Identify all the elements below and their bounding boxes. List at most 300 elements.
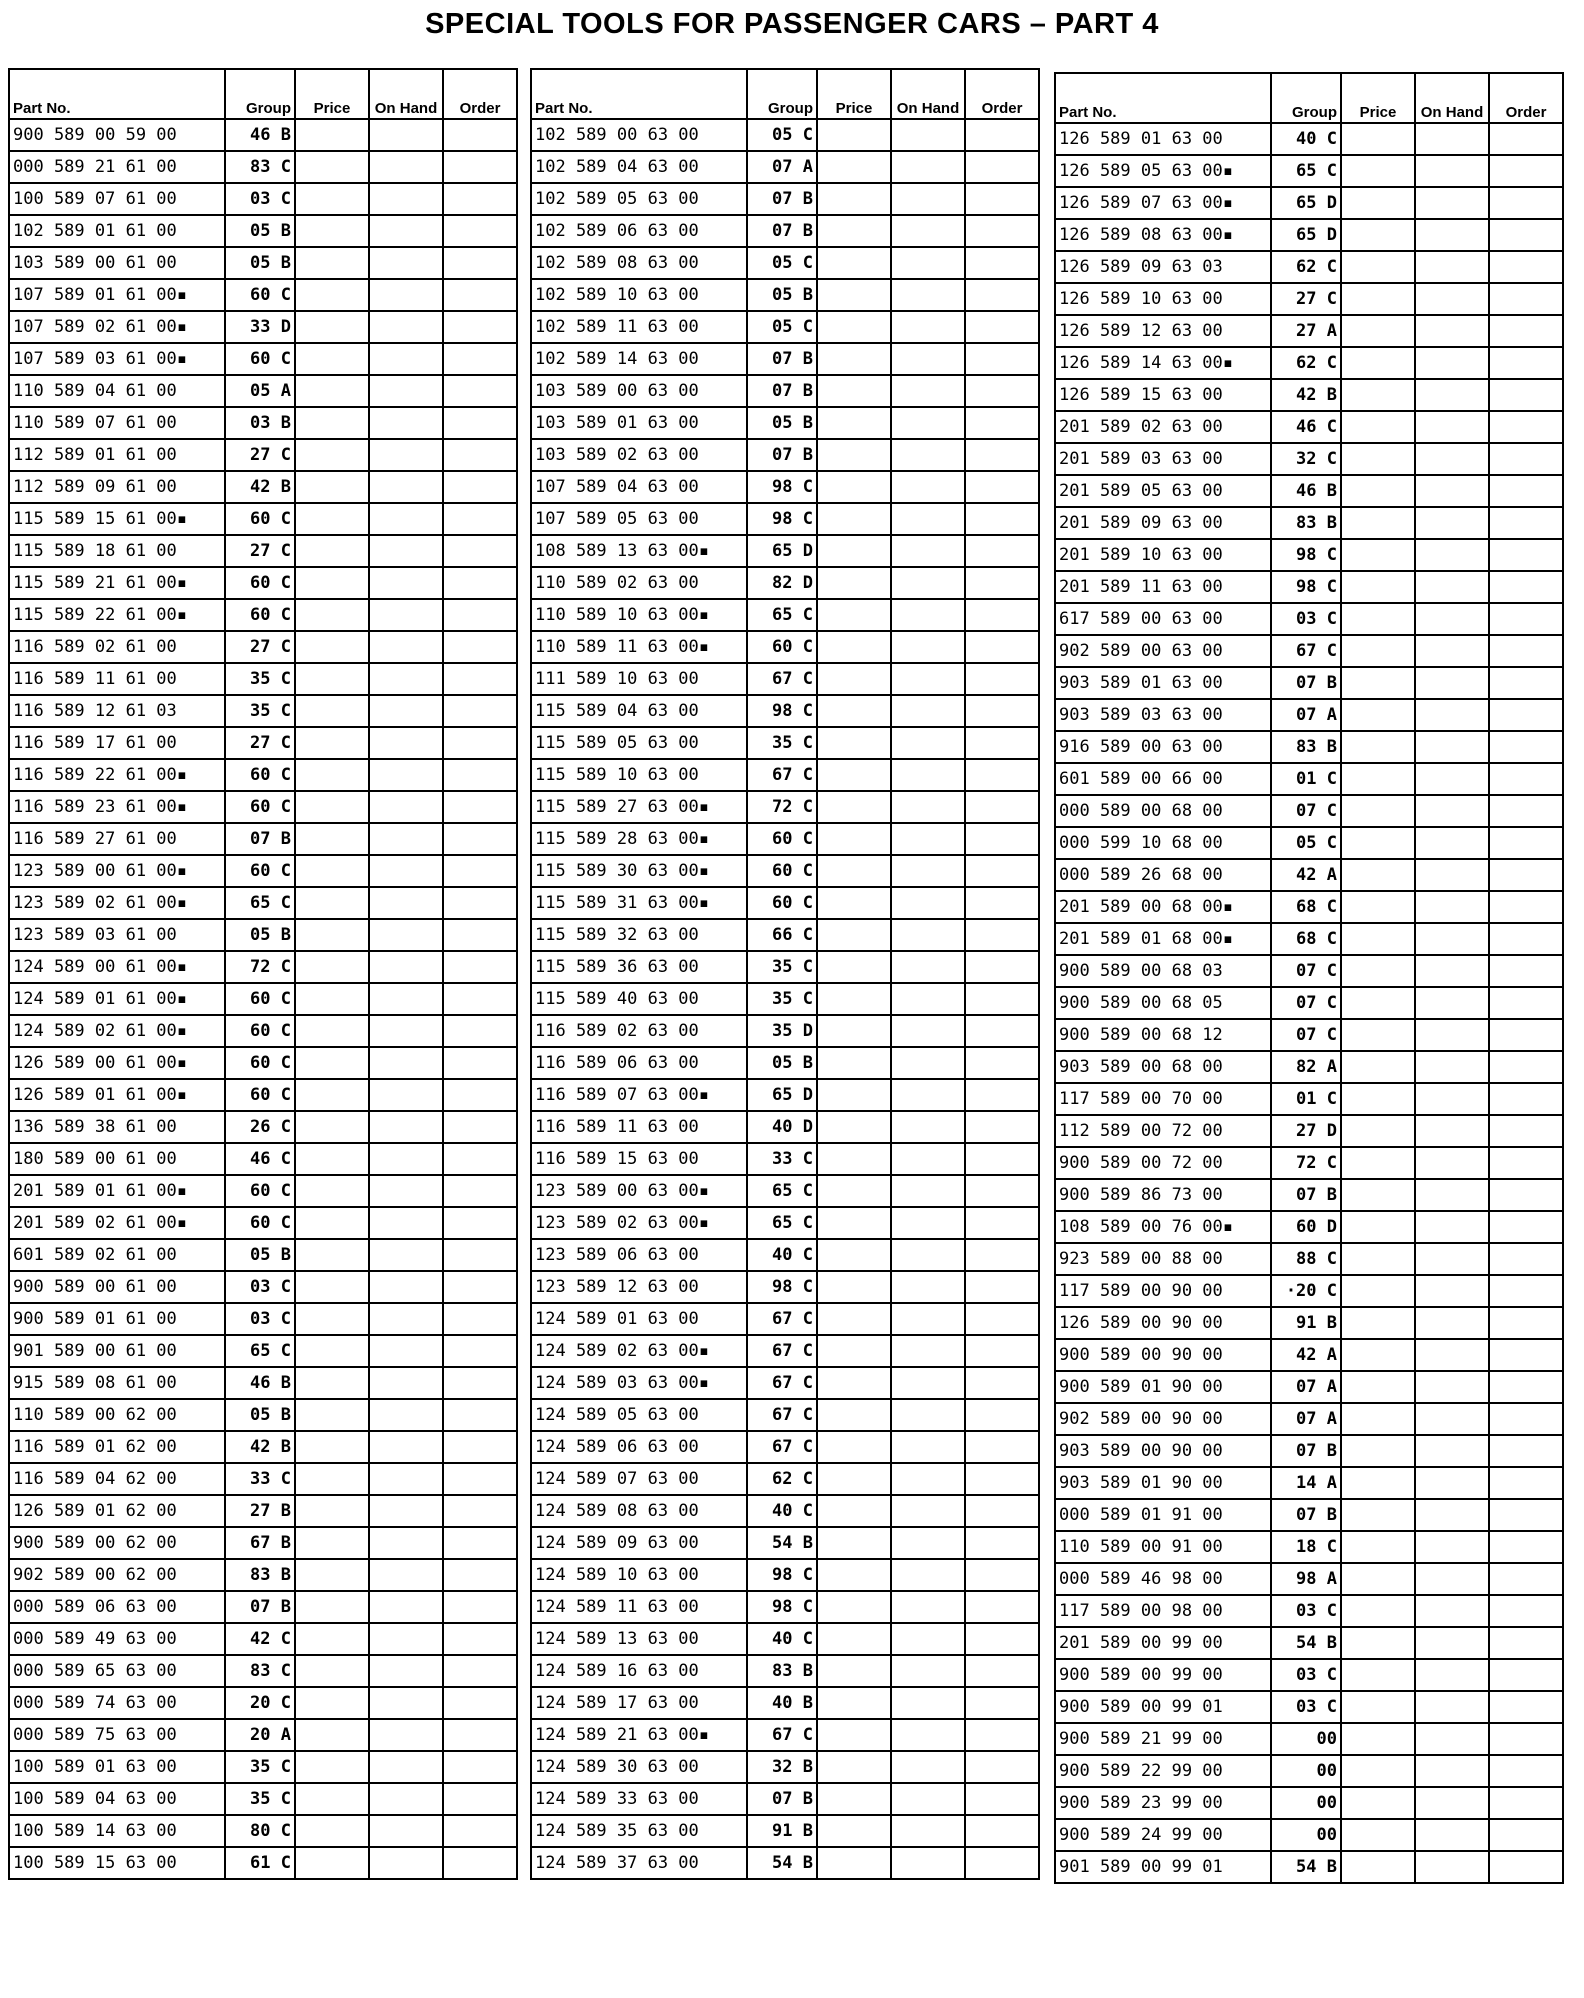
order-cell[interactable] bbox=[443, 1591, 517, 1623]
order-cell[interactable] bbox=[1489, 699, 1563, 731]
order-cell[interactable] bbox=[1489, 603, 1563, 635]
order-cell[interactable] bbox=[1489, 827, 1563, 859]
order-cell[interactable] bbox=[1489, 1339, 1563, 1371]
order-cell[interactable] bbox=[965, 1815, 1039, 1847]
order-cell[interactable] bbox=[965, 1463, 1039, 1495]
on-hand-cell[interactable] bbox=[1415, 1595, 1489, 1627]
on-hand-cell[interactable] bbox=[1415, 539, 1489, 571]
price-cell[interactable] bbox=[1341, 1851, 1415, 1883]
order-cell[interactable] bbox=[443, 1047, 517, 1079]
order-cell[interactable] bbox=[965, 343, 1039, 375]
on-hand-cell[interactable] bbox=[1415, 507, 1489, 539]
order-cell[interactable] bbox=[443, 695, 517, 727]
on-hand-cell[interactable] bbox=[369, 1815, 443, 1847]
on-hand-cell[interactable] bbox=[369, 1783, 443, 1815]
order-cell[interactable] bbox=[1489, 1819, 1563, 1851]
order-cell[interactable] bbox=[1489, 571, 1563, 603]
price-cell[interactable] bbox=[295, 1239, 369, 1271]
on-hand-cell[interactable] bbox=[369, 887, 443, 919]
order-cell[interactable] bbox=[443, 1527, 517, 1559]
order-cell[interactable] bbox=[965, 759, 1039, 791]
order-cell[interactable] bbox=[965, 407, 1039, 439]
on-hand-cell[interactable] bbox=[369, 1687, 443, 1719]
price-cell[interactable] bbox=[817, 1623, 891, 1655]
price-cell[interactable] bbox=[295, 1431, 369, 1463]
on-hand-cell[interactable] bbox=[369, 1655, 443, 1687]
order-cell[interactable] bbox=[443, 343, 517, 375]
order-cell[interactable] bbox=[443, 759, 517, 791]
order-cell[interactable] bbox=[1489, 1723, 1563, 1755]
order-cell[interactable] bbox=[1489, 507, 1563, 539]
on-hand-cell[interactable] bbox=[1415, 1435, 1489, 1467]
order-cell[interactable] bbox=[1489, 347, 1563, 379]
on-hand-cell[interactable] bbox=[891, 1463, 965, 1495]
price-cell[interactable] bbox=[1341, 1531, 1415, 1563]
order-cell[interactable] bbox=[1489, 1627, 1563, 1659]
price-cell[interactable] bbox=[817, 119, 891, 151]
price-cell[interactable] bbox=[295, 1591, 369, 1623]
price-cell[interactable] bbox=[817, 1079, 891, 1111]
order-cell[interactable] bbox=[443, 663, 517, 695]
on-hand-cell[interactable] bbox=[369, 1719, 443, 1751]
on-hand-cell[interactable] bbox=[1415, 1787, 1489, 1819]
on-hand-cell[interactable] bbox=[891, 791, 965, 823]
price-cell[interactable] bbox=[295, 407, 369, 439]
order-cell[interactable] bbox=[443, 1559, 517, 1591]
order-cell[interactable] bbox=[1489, 1499, 1563, 1531]
on-hand-cell[interactable] bbox=[369, 1239, 443, 1271]
order-cell[interactable] bbox=[965, 1399, 1039, 1431]
price-cell[interactable] bbox=[295, 1847, 369, 1879]
order-cell[interactable] bbox=[443, 1399, 517, 1431]
on-hand-cell[interactable] bbox=[1415, 987, 1489, 1019]
order-cell[interactable] bbox=[1489, 1019, 1563, 1051]
on-hand-cell[interactable] bbox=[1415, 635, 1489, 667]
on-hand-cell[interactable] bbox=[1415, 1179, 1489, 1211]
on-hand-cell[interactable] bbox=[891, 1591, 965, 1623]
price-cell[interactable] bbox=[817, 823, 891, 855]
price-cell[interactable] bbox=[817, 1335, 891, 1367]
order-cell[interactable] bbox=[443, 1687, 517, 1719]
price-cell[interactable] bbox=[1341, 315, 1415, 347]
price-cell[interactable] bbox=[295, 1783, 369, 1815]
price-cell[interactable] bbox=[1341, 507, 1415, 539]
order-cell[interactable] bbox=[1489, 987, 1563, 1019]
price-cell[interactable] bbox=[295, 471, 369, 503]
on-hand-cell[interactable] bbox=[1415, 731, 1489, 763]
on-hand-cell[interactable] bbox=[369, 343, 443, 375]
price-cell[interactable] bbox=[817, 695, 891, 727]
price-cell[interactable] bbox=[295, 151, 369, 183]
on-hand-cell[interactable] bbox=[891, 983, 965, 1015]
order-cell[interactable] bbox=[443, 151, 517, 183]
on-hand-cell[interactable] bbox=[1415, 1659, 1489, 1691]
on-hand-cell[interactable] bbox=[891, 375, 965, 407]
order-cell[interactable] bbox=[443, 471, 517, 503]
price-cell[interactable] bbox=[817, 183, 891, 215]
on-hand-cell[interactable] bbox=[891, 631, 965, 663]
on-hand-cell[interactable] bbox=[369, 1431, 443, 1463]
on-hand-cell[interactable] bbox=[891, 727, 965, 759]
price-cell[interactable] bbox=[817, 1815, 891, 1847]
price-cell[interactable] bbox=[817, 663, 891, 695]
price-cell[interactable] bbox=[1341, 1275, 1415, 1307]
price-cell[interactable] bbox=[1341, 1787, 1415, 1819]
price-cell[interactable] bbox=[1341, 731, 1415, 763]
price-cell[interactable] bbox=[817, 535, 891, 567]
order-cell[interactable] bbox=[1489, 443, 1563, 475]
order-cell[interactable] bbox=[443, 247, 517, 279]
order-cell[interactable] bbox=[443, 887, 517, 919]
price-cell[interactable] bbox=[295, 1335, 369, 1367]
price-cell[interactable] bbox=[1341, 1595, 1415, 1627]
order-cell[interactable] bbox=[443, 375, 517, 407]
on-hand-cell[interactable] bbox=[369, 1527, 443, 1559]
price-cell[interactable] bbox=[817, 1655, 891, 1687]
price-cell[interactable] bbox=[295, 1559, 369, 1591]
order-cell[interactable] bbox=[965, 1015, 1039, 1047]
order-cell[interactable] bbox=[965, 1239, 1039, 1271]
on-hand-cell[interactable] bbox=[369, 1463, 443, 1495]
on-hand-cell[interactable] bbox=[1415, 475, 1489, 507]
price-cell[interactable] bbox=[1341, 1211, 1415, 1243]
order-cell[interactable] bbox=[965, 279, 1039, 311]
price-cell[interactable] bbox=[817, 1495, 891, 1527]
order-cell[interactable] bbox=[1489, 763, 1563, 795]
on-hand-cell[interactable] bbox=[369, 791, 443, 823]
order-cell[interactable] bbox=[443, 535, 517, 567]
price-cell[interactable] bbox=[817, 503, 891, 535]
on-hand-cell[interactable] bbox=[891, 567, 965, 599]
order-cell[interactable] bbox=[1489, 1467, 1563, 1499]
order-cell[interactable] bbox=[965, 887, 1039, 919]
price-cell[interactable] bbox=[817, 1431, 891, 1463]
price-cell[interactable] bbox=[817, 1399, 891, 1431]
on-hand-cell[interactable] bbox=[891, 1335, 965, 1367]
on-hand-cell[interactable] bbox=[1415, 1723, 1489, 1755]
price-cell[interactable] bbox=[295, 1175, 369, 1207]
on-hand-cell[interactable] bbox=[891, 1847, 965, 1879]
price-cell[interactable] bbox=[295, 1111, 369, 1143]
order-cell[interactable] bbox=[443, 1303, 517, 1335]
order-cell[interactable] bbox=[965, 855, 1039, 887]
order-cell[interactable] bbox=[1489, 667, 1563, 699]
order-cell[interactable] bbox=[965, 599, 1039, 631]
order-cell[interactable] bbox=[443, 407, 517, 439]
on-hand-cell[interactable] bbox=[1415, 1531, 1489, 1563]
price-cell[interactable] bbox=[817, 1463, 891, 1495]
on-hand-cell[interactable] bbox=[369, 471, 443, 503]
on-hand-cell[interactable] bbox=[1415, 219, 1489, 251]
order-cell[interactable] bbox=[1489, 1307, 1563, 1339]
order-cell[interactable] bbox=[443, 1271, 517, 1303]
order-cell[interactable] bbox=[965, 183, 1039, 215]
price-cell[interactable] bbox=[295, 983, 369, 1015]
order-cell[interactable] bbox=[443, 1111, 517, 1143]
on-hand-cell[interactable] bbox=[369, 503, 443, 535]
on-hand-cell[interactable] bbox=[891, 855, 965, 887]
on-hand-cell[interactable] bbox=[891, 1527, 965, 1559]
on-hand-cell[interactable] bbox=[891, 439, 965, 471]
order-cell[interactable] bbox=[965, 631, 1039, 663]
on-hand-cell[interactable] bbox=[369, 311, 443, 343]
price-cell[interactable] bbox=[295, 887, 369, 919]
order-cell[interactable] bbox=[965, 663, 1039, 695]
price-cell[interactable] bbox=[1341, 987, 1415, 1019]
on-hand-cell[interactable] bbox=[1415, 1019, 1489, 1051]
order-cell[interactable] bbox=[1489, 283, 1563, 315]
order-cell[interactable] bbox=[443, 311, 517, 343]
order-cell[interactable] bbox=[965, 1751, 1039, 1783]
order-cell[interactable] bbox=[965, 791, 1039, 823]
price-cell[interactable] bbox=[1341, 379, 1415, 411]
order-cell[interactable] bbox=[1489, 1851, 1563, 1883]
order-cell[interactable] bbox=[443, 1719, 517, 1751]
order-cell[interactable] bbox=[443, 1847, 517, 1879]
on-hand-cell[interactable] bbox=[369, 1335, 443, 1367]
price-cell[interactable] bbox=[1341, 1371, 1415, 1403]
price-cell[interactable] bbox=[817, 1111, 891, 1143]
order-cell[interactable] bbox=[1489, 1051, 1563, 1083]
on-hand-cell[interactable] bbox=[891, 535, 965, 567]
order-cell[interactable] bbox=[1489, 219, 1563, 251]
order-cell[interactable] bbox=[965, 1175, 1039, 1207]
price-cell[interactable] bbox=[817, 919, 891, 951]
price-cell[interactable] bbox=[817, 247, 891, 279]
order-cell[interactable] bbox=[1489, 1243, 1563, 1275]
price-cell[interactable] bbox=[295, 1367, 369, 1399]
order-cell[interactable] bbox=[443, 1143, 517, 1175]
price-cell[interactable] bbox=[1341, 251, 1415, 283]
price-cell[interactable] bbox=[817, 343, 891, 375]
on-hand-cell[interactable] bbox=[891, 1111, 965, 1143]
on-hand-cell[interactable] bbox=[891, 1239, 965, 1271]
price-cell[interactable] bbox=[1341, 155, 1415, 187]
price-cell[interactable] bbox=[817, 471, 891, 503]
order-cell[interactable] bbox=[1489, 859, 1563, 891]
price-cell[interactable] bbox=[295, 1143, 369, 1175]
price-cell[interactable] bbox=[817, 1175, 891, 1207]
price-cell[interactable] bbox=[1341, 859, 1415, 891]
on-hand-cell[interactable] bbox=[369, 1207, 443, 1239]
on-hand-cell[interactable] bbox=[369, 439, 443, 471]
price-cell[interactable] bbox=[1341, 1115, 1415, 1147]
price-cell[interactable] bbox=[1341, 571, 1415, 603]
on-hand-cell[interactable] bbox=[891, 1143, 965, 1175]
price-cell[interactable] bbox=[817, 887, 891, 919]
on-hand-cell[interactable] bbox=[891, 119, 965, 151]
price-cell[interactable] bbox=[1341, 667, 1415, 699]
on-hand-cell[interactable] bbox=[369, 1175, 443, 1207]
on-hand-cell[interactable] bbox=[369, 1399, 443, 1431]
on-hand-cell[interactable] bbox=[891, 343, 965, 375]
price-cell[interactable] bbox=[817, 151, 891, 183]
order-cell[interactable] bbox=[443, 599, 517, 631]
order-cell[interactable] bbox=[443, 215, 517, 247]
price-cell[interactable] bbox=[1341, 1019, 1415, 1051]
price-cell[interactable] bbox=[295, 1015, 369, 1047]
order-cell[interactable] bbox=[443, 823, 517, 855]
price-cell[interactable] bbox=[817, 1687, 891, 1719]
on-hand-cell[interactable] bbox=[369, 727, 443, 759]
on-hand-cell[interactable] bbox=[1415, 923, 1489, 955]
order-cell[interactable] bbox=[443, 1207, 517, 1239]
on-hand-cell[interactable] bbox=[1415, 955, 1489, 987]
on-hand-cell[interactable] bbox=[891, 1815, 965, 1847]
on-hand-cell[interactable] bbox=[369, 599, 443, 631]
on-hand-cell[interactable] bbox=[891, 151, 965, 183]
order-cell[interactable] bbox=[443, 1015, 517, 1047]
order-cell[interactable] bbox=[1489, 955, 1563, 987]
on-hand-cell[interactable] bbox=[369, 407, 443, 439]
price-cell[interactable] bbox=[1341, 187, 1415, 219]
order-cell[interactable] bbox=[1489, 923, 1563, 955]
price-cell[interactable] bbox=[295, 1623, 369, 1655]
price-cell[interactable] bbox=[1341, 1147, 1415, 1179]
on-hand-cell[interactable] bbox=[369, 1367, 443, 1399]
on-hand-cell[interactable] bbox=[1415, 1275, 1489, 1307]
on-hand-cell[interactable] bbox=[1415, 1083, 1489, 1115]
order-cell[interactable] bbox=[965, 119, 1039, 151]
order-cell[interactable] bbox=[965, 1431, 1039, 1463]
order-cell[interactable] bbox=[443, 1751, 517, 1783]
order-cell[interactable] bbox=[1489, 1211, 1563, 1243]
order-cell[interactable] bbox=[1489, 1371, 1563, 1403]
price-cell[interactable] bbox=[1341, 1819, 1415, 1851]
order-cell[interactable] bbox=[1489, 1659, 1563, 1691]
price-cell[interactable] bbox=[1341, 443, 1415, 475]
order-cell[interactable] bbox=[965, 439, 1039, 471]
on-hand-cell[interactable] bbox=[1415, 1755, 1489, 1787]
order-cell[interactable] bbox=[965, 823, 1039, 855]
price-cell[interactable] bbox=[1341, 635, 1415, 667]
price-cell[interactable] bbox=[817, 631, 891, 663]
order-cell[interactable] bbox=[1489, 123, 1563, 155]
order-cell[interactable] bbox=[443, 919, 517, 951]
order-cell[interactable] bbox=[443, 1815, 517, 1847]
order-cell[interactable] bbox=[1489, 1083, 1563, 1115]
price-cell[interactable] bbox=[1341, 827, 1415, 859]
on-hand-cell[interactable] bbox=[891, 1783, 965, 1815]
price-cell[interactable] bbox=[1341, 1179, 1415, 1211]
order-cell[interactable] bbox=[1489, 635, 1563, 667]
price-cell[interactable] bbox=[1341, 1467, 1415, 1499]
price-cell[interactable] bbox=[1341, 347, 1415, 379]
on-hand-cell[interactable] bbox=[891, 951, 965, 983]
order-cell[interactable] bbox=[965, 567, 1039, 599]
on-hand-cell[interactable] bbox=[1415, 1563, 1489, 1595]
price-cell[interactable] bbox=[295, 439, 369, 471]
price-cell[interactable] bbox=[817, 1015, 891, 1047]
order-cell[interactable] bbox=[443, 1463, 517, 1495]
price-cell[interactable] bbox=[817, 855, 891, 887]
on-hand-cell[interactable] bbox=[1415, 379, 1489, 411]
on-hand-cell[interactable] bbox=[369, 535, 443, 567]
price-cell[interactable] bbox=[817, 1143, 891, 1175]
price-cell[interactable] bbox=[817, 983, 891, 1015]
on-hand-cell[interactable] bbox=[1415, 1819, 1489, 1851]
price-cell[interactable] bbox=[295, 343, 369, 375]
on-hand-cell[interactable] bbox=[1415, 763, 1489, 795]
on-hand-cell[interactable] bbox=[891, 1751, 965, 1783]
order-cell[interactable] bbox=[965, 1655, 1039, 1687]
order-cell[interactable] bbox=[443, 1495, 517, 1527]
on-hand-cell[interactable] bbox=[1415, 699, 1489, 731]
price-cell[interactable] bbox=[295, 1303, 369, 1335]
on-hand-cell[interactable] bbox=[369, 1623, 443, 1655]
price-cell[interactable] bbox=[295, 695, 369, 727]
order-cell[interactable] bbox=[1489, 1691, 1563, 1723]
on-hand-cell[interactable] bbox=[891, 1015, 965, 1047]
on-hand-cell[interactable] bbox=[891, 215, 965, 247]
on-hand-cell[interactable] bbox=[1415, 1851, 1489, 1883]
order-cell[interactable] bbox=[1489, 731, 1563, 763]
price-cell[interactable] bbox=[295, 791, 369, 823]
price-cell[interactable] bbox=[1341, 1563, 1415, 1595]
on-hand-cell[interactable] bbox=[1415, 1691, 1489, 1723]
order-cell[interactable] bbox=[443, 1623, 517, 1655]
price-cell[interactable] bbox=[1341, 699, 1415, 731]
on-hand-cell[interactable] bbox=[1415, 1115, 1489, 1147]
order-cell[interactable] bbox=[965, 919, 1039, 951]
order-cell[interactable] bbox=[1489, 891, 1563, 923]
on-hand-cell[interactable] bbox=[1415, 1147, 1489, 1179]
on-hand-cell[interactable] bbox=[369, 1751, 443, 1783]
order-cell[interactable] bbox=[965, 695, 1039, 727]
on-hand-cell[interactable] bbox=[1415, 411, 1489, 443]
price-cell[interactable] bbox=[817, 1559, 891, 1591]
order-cell[interactable] bbox=[1489, 1147, 1563, 1179]
on-hand-cell[interactable] bbox=[1415, 1627, 1489, 1659]
on-hand-cell[interactable] bbox=[1415, 1339, 1489, 1371]
price-cell[interactable] bbox=[295, 727, 369, 759]
order-cell[interactable] bbox=[443, 951, 517, 983]
on-hand-cell[interactable] bbox=[1415, 667, 1489, 699]
order-cell[interactable] bbox=[965, 1111, 1039, 1143]
order-cell[interactable] bbox=[965, 1847, 1039, 1879]
price-cell[interactable] bbox=[817, 1367, 891, 1399]
order-cell[interactable] bbox=[443, 1367, 517, 1399]
order-cell[interactable] bbox=[965, 247, 1039, 279]
price-cell[interactable] bbox=[295, 375, 369, 407]
price-cell[interactable] bbox=[817, 311, 891, 343]
price-cell[interactable] bbox=[817, 215, 891, 247]
on-hand-cell[interactable] bbox=[891, 1399, 965, 1431]
on-hand-cell[interactable] bbox=[369, 983, 443, 1015]
price-cell[interactable] bbox=[295, 119, 369, 151]
order-cell[interactable] bbox=[965, 1271, 1039, 1303]
order-cell[interactable] bbox=[1489, 539, 1563, 571]
order-cell[interactable] bbox=[443, 631, 517, 663]
price-cell[interactable] bbox=[1341, 219, 1415, 251]
order-cell[interactable] bbox=[965, 1367, 1039, 1399]
order-cell[interactable] bbox=[965, 215, 1039, 247]
price-cell[interactable] bbox=[817, 1591, 891, 1623]
price-cell[interactable] bbox=[817, 1719, 891, 1751]
price-cell[interactable] bbox=[817, 439, 891, 471]
price-cell[interactable] bbox=[295, 1047, 369, 1079]
on-hand-cell[interactable] bbox=[369, 151, 443, 183]
price-cell[interactable] bbox=[295, 631, 369, 663]
on-hand-cell[interactable] bbox=[369, 759, 443, 791]
price-cell[interactable] bbox=[295, 279, 369, 311]
on-hand-cell[interactable] bbox=[891, 1559, 965, 1591]
on-hand-cell[interactable] bbox=[369, 183, 443, 215]
order-cell[interactable] bbox=[965, 1495, 1039, 1527]
on-hand-cell[interactable] bbox=[369, 823, 443, 855]
order-cell[interactable] bbox=[965, 1687, 1039, 1719]
order-cell[interactable] bbox=[1489, 379, 1563, 411]
